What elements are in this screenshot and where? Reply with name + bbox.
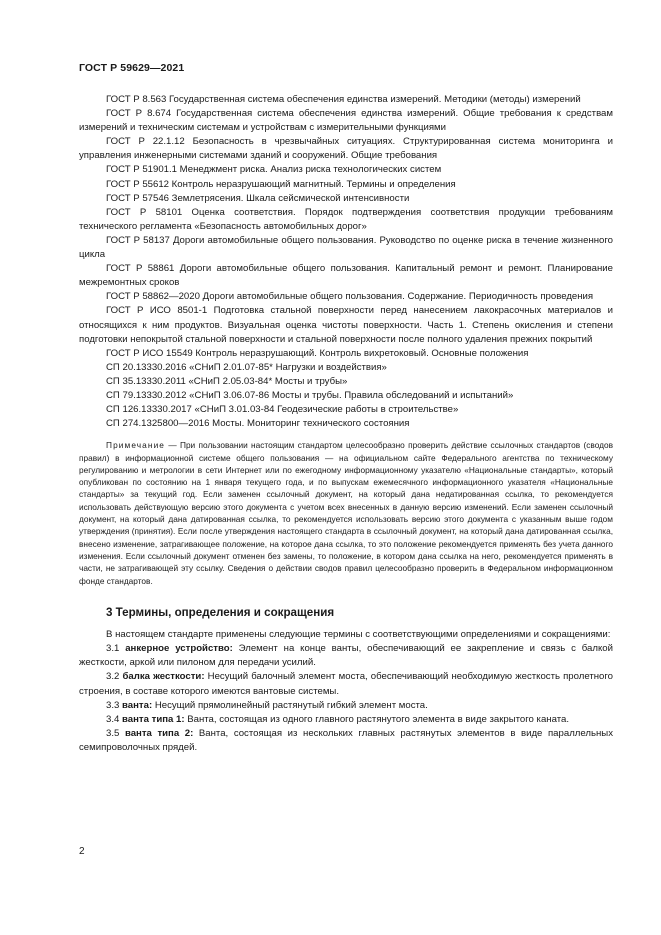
reference-item: СП 126.13330.2017 «СНиП 3.01.03-84 Геодезические работы в строительстве» [106,404,459,416]
reference-item: ГОСТ Р 8.563 Государственная система обеспечения единства измерений. Методики (методы) измерений [106,94,581,105]
note-text: — При пользовании настоящим стандартом целесообразно проверить действие ссылочных стандартов (сводов правил) в информационной системе общего пользования — на официальном сайте Федерального агентства по техническому регулированию и метрологии в сети Интернет или по ежегодному информационному указателю «Национальные стандарты», который опубликован по состоянию на 1 января текущего года, и по выпускам ежемесячного информационного указателя «Национальные стандарты» за текущий год. Если заменен ссылочный документ, на который дана недатированная ссылка, то рекомендуется использовать действующую версию этого документа с учетом всех внесенных в данную версию изменений. Если заменен ссылочный документ, на который дана датированная ссылка, то рекомендуется использовать версию этого документа с указанным выше годом утверждения (принятия). Если после утверждения настоящего стандарта в ссылочный документ, на который дана датированная ссылка, внесено изменение, затрагивающее положение, на которое дана ссылка, то это положение рекомендуется применять без учета данного изменения. Если ссылочный документ отменен без замены, то положение, в котором дана ссылка на него, рекомендуется применять в части, не затрагивающей эту ссылку. Сведения о действии сводов правил целесообразно проверить в Федеральном информационном фонде стандартов. [79,440,613,586]
reference-item: ГОСТ Р 51901.1 Менеджмент риска. Анализ риска технологических систем [106,164,442,176]
term-name: ванта: [122,699,153,711]
page-header: ГОСТ Р 59629—2021 [79,62,185,74]
term-number: 3.4 [106,714,120,726]
note-paragraph [79,439,613,587]
term-item [79,727,613,755]
reference-item: ГОСТ Р 8.674 Государственная система обеспечения единства измерений. Общие требования к средствам измерений и техническим системам и устройствам с измерительными функциями [79,108,613,134]
reference-item: СП 35.13330.2011 «СНиП 2.05.03-84* Мосты и трубы» [106,375,348,387]
reference-item: ГОСТ Р 58862—2020 Дороги автомобильные общего пользования. Содержание. Периодичность проведения [106,291,594,303]
reference-item: ГОСТ Р 58861 Дороги автомобильные общего пользования. Капитальный ремонт и ремонт. Планирование межремонтных сроков [79,263,613,289]
term-name: ванта типа 1: [122,714,185,726]
term-definition: Несущий прямолинейный растянутый гибкий элемент моста. [152,699,428,711]
reference-item: ГОСТ Р ИСО 8501-1 Подготовка стальной поверхности перед нанесением лакокрасочных материалов и относящихся к ним продуктов. Визуальная оценка чистоты поверхности. Часть 1. Степень окисления и степени подготовки непокрытой стальной поверхности и стальной поверхности после полного удаления прежних покрытий [79,305,613,345]
term-definition: Элемент на конце ванты, обеспечивающий ее закрепление и связь с балкой жесткости, аркой или пилоном для передачи усилий. [79,643,613,669]
term-item [79,642,613,670]
term-number: 3.5 [106,728,120,740]
terms-section [79,628,613,756]
term-item [79,670,613,698]
term-definition: Ванта, состоящая из одного главного растянутого элемента в виде закрытого каната. [184,714,569,726]
term-number: 3.3 [106,699,120,711]
reference-item: ГОСТ Р 58101 Оценка соответствия. Порядок подтверждения соответствия продукции требованиям технического регламента «Безопасность автомобильных дорог» [79,206,613,232]
reference-item: СП 274.1325800—2016 Мосты. Мониторинг технического состояния [106,418,410,430]
reference-item: ГОСТ Р 22.1.12 Безопасность в чрезвычайных ситуациях. Структурированная система мониторинга и управления инженерными системами зданий и сооружений. Общие требования [79,136,613,162]
note-label: Примечание [106,440,166,451]
reference-item: ГОСТ Р 55612 Контроль неразрушающий магнитный. Термины и определения [106,178,456,190]
term-name: ванта типа 2: [124,728,194,740]
term-name: анкерное устройство: [125,643,233,655]
term-definition: Ванта, состоящая из нескольких главных растянутых элементов в виде параллельных семипроволочных прядей. [79,728,613,754]
reference-item: ГОСТ Р ИСО 15549 Контроль неразрушающий. Контроль вихретоковый. Основные положения [106,347,529,359]
references-list [79,93,613,431]
section-title: 3 Термины, определения и сокращения [106,605,335,619]
term-item [79,699,613,713]
term-number: 3.1 [106,643,120,655]
term-item [79,713,613,727]
term-number: 3.2 [106,671,120,683]
term-name: балка жесткости: [122,671,205,683]
term-definition: Несущий балочный элемент моста, обеспечивающий необходимую жесткость пролетного строения, в составе которого имеются вантовые системы. [79,671,613,697]
reference-item: ГОСТ Р 58137 Дороги автомобильные общего пользования. Руководство по оценке риска в течение жизненного цикла [79,234,613,261]
page-number: 2 [79,846,85,857]
page-body [79,93,613,756]
reference-item: СП 79.13330.2012 «СНиП 3.06.07-86 Мосты и трубы. Правила обследований и испытаний» [106,389,514,401]
section-intro: В настоящем стандарте применены следующие термины с соответствующими определениями и сокращениями: [106,628,611,640]
reference-item: СП 20.13330.2016 «СНиП 2.01.07-85* Нагрузки и воздействия» [106,361,387,373]
reference-item: ГОСТ Р 57546 Землетрясения. Шкала сейсмической интенсивности [106,192,410,204]
